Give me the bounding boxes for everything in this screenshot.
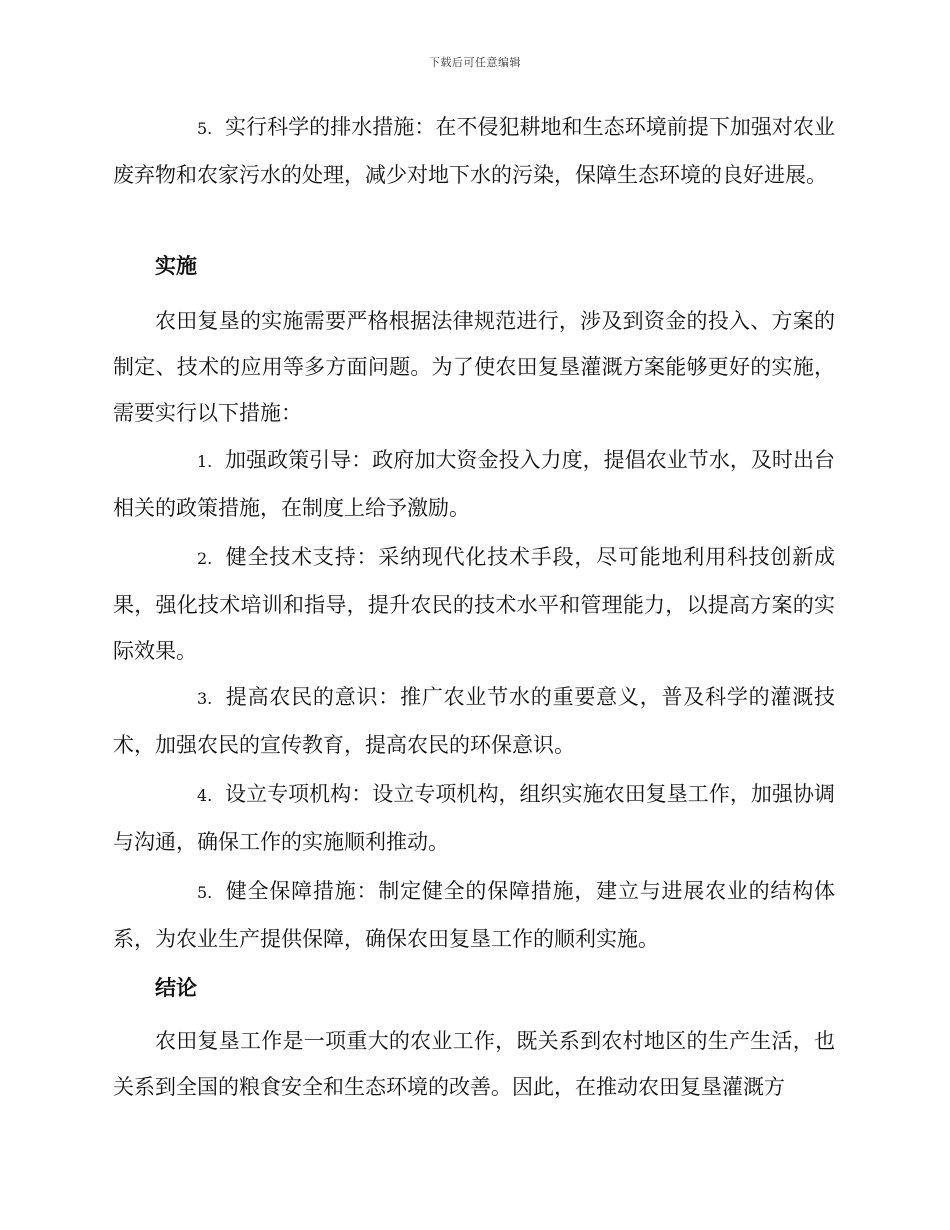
list-number: 5. — [197, 119, 213, 138]
list-item-5 — [113, 868, 835, 962]
page-header-note: 下载后可任意编辑 — [429, 56, 521, 69]
list-item-text: 提高农民的意识：推广农业节水的重要意义，普及科学的灌溉技术，加强农民的宣传教育，提高农民的环保意识。 — [113, 685, 835, 757]
list-item-text: 健全保障措施：制定健全的保障措施，建立与进展农业的结构体系，为农业生产提供保障，确保农田复垦工作的顺利实施。 — [113, 879, 835, 951]
conclusion-paragraph: 农田复垦工作是一项重大的农业工作，既关系到农村地区的生产生活，也关系到全国的粮食安全和生态环境的改善。因此，在推动农田复垦灌溉方 — [113, 1029, 835, 1099]
section-heading-implementation: 实施 — [155, 253, 197, 278]
list-item-4 — [113, 771, 835, 865]
list-item-text: 设立专项机构：设立专项机构，组织实施农田复垦工作，加强协调与沟通，确保工作的实施顺利推动。 — [113, 782, 835, 854]
list-number: 2. — [197, 549, 213, 568]
list-item-1 — [113, 437, 835, 531]
list-number: 5. — [197, 883, 213, 902]
list-item-2 — [113, 534, 835, 674]
list-item-text: 加强政策引导：政府加大资金投入力度，提倡农业节水，及时出台相关的政策措施，在制度上给予激励。 — [113, 448, 835, 520]
list-number: 4. — [197, 786, 213, 805]
implementation-intro: 农田复垦的实施需要严格根据法律规范进行，涉及到资金的投入、方案的制定、技术的应用等多方面问题。为了使农田复垦灌溉方案能够更好的实施，需要实行以下措施： — [113, 309, 835, 425]
section-heading-conclusion: 结论 — [155, 975, 197, 1000]
list-item-text: 健全技术支持：采纳现代化技术手段，尽可能地利用科技创新成果，强化技术培训和指导，提升农民的技术水平和管理能力，以提高方案的实际效果。 — [113, 545, 835, 663]
list-item-prev-5 — [113, 104, 835, 198]
list-number: 1. — [197, 452, 213, 471]
list-item-text: 实行科学的排水措施：在不侵犯耕地和生态环境前提下加强对农业废弃物和农家污水的处理，减少对地下水的污染，保障生态环境的良好进展。 — [113, 115, 835, 187]
list-item-3 — [113, 674, 835, 768]
list-number: 3. — [197, 689, 213, 708]
